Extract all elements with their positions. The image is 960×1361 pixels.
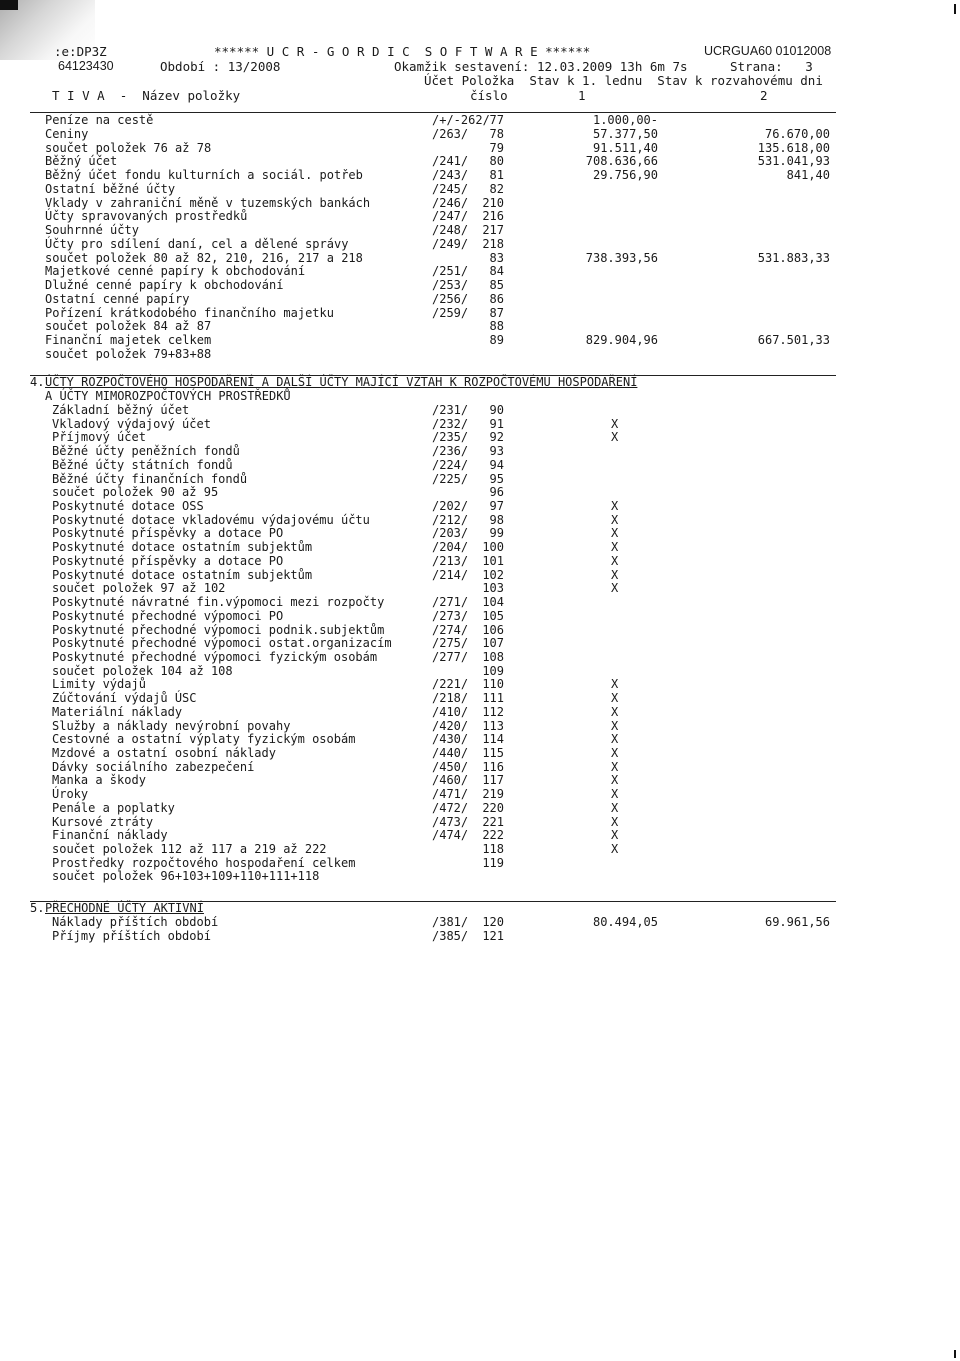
row-account: /277/ xyxy=(432,649,469,664)
header-period: Období : 13/2008 xyxy=(160,59,281,74)
row-description: Běžný účet xyxy=(45,154,118,169)
row-mark: X xyxy=(611,842,619,857)
row-mark: X xyxy=(611,814,619,829)
row-account: /273/ xyxy=(432,608,469,623)
row-account: /274/ xyxy=(432,622,469,637)
row-mark: X xyxy=(611,773,619,788)
row-number: 81 xyxy=(489,168,504,182)
row-description: Služby a náklady nevýrobní povahy xyxy=(52,718,291,733)
row-description: Limity výdajů xyxy=(52,677,146,692)
row-number: 210 xyxy=(482,195,504,210)
row-description: součet položek 90 až 95 xyxy=(52,485,219,500)
row-account: /271/ xyxy=(432,595,469,610)
row-number: 102 xyxy=(482,567,504,582)
row-value-start: 80.494,05 xyxy=(592,915,658,929)
row-number: 90 xyxy=(489,403,504,417)
row-value-end: 841,40 xyxy=(786,168,830,182)
table-row xyxy=(0,238,960,252)
row-number: 88 xyxy=(489,319,504,334)
row-description: Ostatní cenné papíry xyxy=(45,291,190,306)
row-description: Zúčtování výdajů ÚSC xyxy=(52,691,197,706)
row-description: součet položek 76 až 78 xyxy=(45,140,212,155)
row-account: /450/ xyxy=(432,759,469,774)
table-row xyxy=(0,555,960,569)
table-row xyxy=(0,348,960,362)
row-description: Poskytnuté dotace vkladovému výdajovému účtu xyxy=(52,512,370,527)
row-value-end: 76.670,00 xyxy=(764,126,830,141)
row-mark: X xyxy=(611,691,619,706)
row-number: 217 xyxy=(482,223,504,237)
table-row xyxy=(0,279,960,293)
row-description: součet položek 96+103+109+110+111+118 xyxy=(52,869,320,884)
row-mark: X xyxy=(611,704,619,719)
row-number: 218 xyxy=(482,236,504,251)
row-description: Pořízení krátkodobého finančního majetku xyxy=(45,305,334,320)
row-value-end: 135.618,00 xyxy=(757,140,830,155)
row-mark: X xyxy=(611,581,619,596)
row-value-end: 531.041,93 xyxy=(757,154,830,169)
row-account: /256/ xyxy=(432,291,469,306)
row-description: Majetkové cenné papíry k obchodování xyxy=(45,264,306,279)
row-account: /430/ xyxy=(432,732,469,747)
row-mark: X xyxy=(611,553,619,568)
row-description: Souhrnné účty xyxy=(45,223,139,237)
header-ico: 64123430 xyxy=(58,59,114,73)
row-mark: X xyxy=(611,787,619,802)
row-description: Poskytnuté dotace ostatním subjektům xyxy=(52,567,313,582)
row-description: Účty pro sdílení daní, cel a dělené správy xyxy=(45,236,349,251)
scan-corner-mark xyxy=(0,0,18,10)
header-title: T I V A - Název položky xyxy=(52,88,241,103)
row-number: 91 xyxy=(489,416,504,431)
row-number: 111 xyxy=(482,691,504,706)
row-number: 110 xyxy=(482,677,504,692)
row-number: 105 xyxy=(482,608,504,623)
row-number: 120 xyxy=(482,915,504,929)
row-account: /474/ xyxy=(432,828,469,843)
table-row xyxy=(0,930,960,944)
table-row xyxy=(0,183,960,197)
row-number: 219 xyxy=(482,787,504,802)
row-number: 86 xyxy=(489,291,504,306)
row-account: /440/ xyxy=(432,746,469,760)
row-value-start: 708.636,66 xyxy=(585,154,658,169)
row-description: Finanční náklady xyxy=(52,828,168,843)
row-account: /213/ xyxy=(432,553,469,568)
row-account: /259/ xyxy=(432,305,469,320)
row-description: Vklady v zahraniční měně v tuzemských bankách xyxy=(45,195,371,210)
row-account: /+/-262/ xyxy=(432,113,490,127)
row-number: 112 xyxy=(482,704,504,719)
row-description: Běžné účty peněžních fondů xyxy=(52,444,240,459)
row-mark: X xyxy=(611,540,619,555)
row-description: Poskytnuté příspěvky a dotace PO xyxy=(52,553,284,568)
row-number: 95 xyxy=(489,471,504,486)
section5-title: PŘECHODNÉ ÚČTY AKTIVNÍ xyxy=(45,901,204,915)
row-description: Manka a škody xyxy=(52,773,146,788)
row-description: Dávky sociálního zabezpečení xyxy=(52,759,255,774)
row-account: /472/ xyxy=(432,800,469,815)
row-account: /224/ xyxy=(432,457,469,472)
row-number: 108 xyxy=(482,649,504,664)
row-account: /251/ xyxy=(432,264,469,279)
row-account: /203/ xyxy=(432,526,469,541)
header-timestamp: Okamžik sestavení: 12.03.2009 13h 6m 7s xyxy=(394,59,688,74)
row-account: /218/ xyxy=(432,691,469,706)
row-account: /420/ xyxy=(432,718,469,733)
table-row xyxy=(0,610,960,624)
row-mark: X xyxy=(611,800,619,815)
row-account: /241/ xyxy=(432,154,469,169)
table-row xyxy=(0,916,960,930)
table-row xyxy=(0,774,960,788)
row-account: /202/ xyxy=(432,499,469,514)
row-number: 101 xyxy=(482,553,504,568)
row-number: 121 xyxy=(482,929,504,943)
row-mark: X xyxy=(611,759,619,774)
row-description: Prostředky rozpočtového hospodaření celkem xyxy=(52,855,356,870)
row-mark: X xyxy=(611,499,619,514)
row-mark: X xyxy=(611,526,619,541)
row-number: 84 xyxy=(489,264,504,279)
row-account: /253/ xyxy=(432,278,469,292)
row-description: Úroky xyxy=(52,787,89,802)
row-number: 221 xyxy=(482,814,504,829)
row-number: 113 xyxy=(482,718,504,733)
scan-edge-mark xyxy=(954,1350,956,1358)
row-description: Poskytnuté přechodné výpomoci PO xyxy=(52,608,284,623)
table-row xyxy=(0,651,960,665)
row-mark: X xyxy=(611,677,619,692)
row-value-start: 91.511,40 xyxy=(592,140,658,155)
header-col2: 2 xyxy=(760,88,768,103)
row-description: Poskytnuté dotace ostatním subjektům xyxy=(52,540,313,555)
row-number: 92 xyxy=(489,430,504,445)
row-description: Cestovné a ostatní výplaty fyzickým osobám xyxy=(52,732,356,747)
row-account: /231/ xyxy=(432,403,469,417)
row-description: součet položek 79+83+88 xyxy=(45,346,212,361)
row-number: 77 xyxy=(489,113,504,127)
row-description: Náklady příštích období xyxy=(52,915,219,929)
table-row xyxy=(0,500,960,514)
row-account: /473/ xyxy=(432,814,469,829)
row-description: Příjmy příštích období xyxy=(52,929,211,943)
row-account: /249/ xyxy=(432,236,469,251)
table-row xyxy=(0,114,960,128)
row-description: Finanční majetek celkem xyxy=(45,333,212,347)
row-mark: X xyxy=(611,828,619,843)
row-description: Poskytnuté přechodné výpomoci ostat.organizacím xyxy=(52,636,392,651)
row-description: Peníze na cestě xyxy=(45,113,154,127)
row-description: Účty spravovaných prostředků xyxy=(45,209,248,224)
row-mark: X xyxy=(611,567,619,582)
row-description: Poskytnuté přechodné výpomoci podnik.subjektům xyxy=(52,622,385,637)
row-account: /243/ xyxy=(432,168,469,182)
header-col1: 1 xyxy=(578,88,586,103)
row-number: 82 xyxy=(489,181,504,196)
row-value-start: 829.904,96 xyxy=(585,333,658,347)
row-description: součet položek 97 až 102 xyxy=(52,581,226,596)
table-row xyxy=(0,128,960,142)
header-page: Strana: 3 xyxy=(730,59,813,74)
row-description: Kursové ztráty xyxy=(52,814,154,829)
scan-edge-mark xyxy=(954,4,956,14)
row-description: Poskytnuté návratné fin.výpomoci mezi rozpočty xyxy=(52,595,385,610)
row-number: 106 xyxy=(482,622,504,637)
table-row xyxy=(0,210,960,224)
table-row xyxy=(0,334,960,348)
table-row xyxy=(0,706,960,720)
header-cislo: číslo xyxy=(470,88,508,103)
row-account: /212/ xyxy=(432,512,469,527)
row-number: 96 xyxy=(489,485,504,500)
row-value-start: 738.393,56 xyxy=(585,250,658,265)
row-number: 216 xyxy=(482,209,504,224)
row-description: součet položek 80 až 82, 210, 216, 217 a 218 xyxy=(45,250,363,265)
row-description: Vkladový výdajový účet xyxy=(52,416,211,431)
section4-title: ÚČTY ROZPOČTOVÉHO HOSPODAŘENÍ A DALŠÍ ÚČTY MAJÍCÍ VZTAH K ROZPOČTOVÉMU HOSPODAŘENÍ xyxy=(45,375,638,389)
row-number: 104 xyxy=(482,595,504,610)
row-description: součet položek 104 až 108 xyxy=(52,663,233,678)
table-row xyxy=(0,747,960,761)
section4-subtitle: A ÚČTY MIMOROZPOČTOVÝCH PROSTŘEDKŮ xyxy=(45,389,291,403)
row-description: Běžné účty státních fondů xyxy=(52,457,233,472)
row-description: Poskytnuté dotace OSS xyxy=(52,499,204,514)
row-number: 107 xyxy=(482,636,504,651)
row-value-start: 1.000,00- xyxy=(592,113,658,127)
table-row xyxy=(0,692,960,706)
row-number: 98 xyxy=(489,512,504,527)
row-description: Základní běžný účet xyxy=(52,403,190,417)
row-number: 97 xyxy=(489,499,504,514)
row-value-end: 667.501,33 xyxy=(757,333,830,347)
row-number: 93 xyxy=(489,444,504,459)
row-number: 114 xyxy=(482,732,504,747)
row-number: 94 xyxy=(489,457,504,472)
table-row xyxy=(0,404,960,418)
row-description: Poskytnuté přechodné výpomoci fyzickým osobám xyxy=(52,649,378,664)
row-number: 118 xyxy=(482,842,504,857)
row-number: 220 xyxy=(482,800,504,815)
row-account: /275/ xyxy=(432,636,469,651)
row-account: /248/ xyxy=(432,223,469,237)
row-description: Materiální náklady xyxy=(52,704,183,719)
row-description: Ceniny xyxy=(45,126,89,141)
row-number: 117 xyxy=(482,773,504,788)
row-account: /385/ xyxy=(432,929,469,943)
row-number: 109 xyxy=(482,663,504,678)
row-account: /381/ xyxy=(432,915,469,929)
row-account: /460/ xyxy=(432,773,469,788)
row-description: Mzdové a ostatní osobní náklady xyxy=(52,746,276,760)
row-mark: X xyxy=(611,416,619,431)
row-number: 87 xyxy=(489,305,504,320)
row-number: 103 xyxy=(482,581,504,596)
row-account: /236/ xyxy=(432,444,469,459)
row-value-end: 69.961,56 xyxy=(764,915,830,929)
row-account: /232/ xyxy=(432,416,469,431)
table-row xyxy=(0,843,960,857)
table-row xyxy=(0,802,960,816)
row-account: /221/ xyxy=(432,677,469,692)
row-account: /410/ xyxy=(432,704,469,719)
row-account: /214/ xyxy=(432,567,469,582)
row-account: /235/ xyxy=(432,430,469,445)
row-number: 116 xyxy=(482,759,504,774)
row-mark: X xyxy=(611,512,619,527)
row-account: /245/ xyxy=(432,181,469,196)
row-number: 222 xyxy=(482,828,504,843)
row-account: /225/ xyxy=(432,471,469,486)
row-number: 89 xyxy=(489,333,504,347)
row-number: 78 xyxy=(489,126,504,141)
row-description: Běžný účet fondu kulturních a sociál. potřeb xyxy=(45,168,363,182)
row-number: 85 xyxy=(489,278,504,292)
row-account: /263/ xyxy=(432,126,469,141)
row-value-end: 531.883,33 xyxy=(757,250,830,265)
row-number: 99 xyxy=(489,526,504,541)
row-description: Běžné účty finančních fondů xyxy=(52,471,248,486)
row-number: 115 xyxy=(482,746,504,760)
section4-number: 4. xyxy=(30,375,45,389)
row-mark: X xyxy=(611,430,619,445)
row-mark: X xyxy=(611,746,619,760)
row-number: 79 xyxy=(489,140,504,155)
header-columns: Účet Položka Stav k 1. lednu Stav k rozvahovému dni xyxy=(424,73,823,88)
table-row xyxy=(0,459,960,473)
row-description: Ostatní běžné účty xyxy=(45,181,176,196)
row-description: součet položek 112 až 117 a 219 až 222 xyxy=(52,842,327,857)
table-row xyxy=(0,870,960,884)
row-number: 119 xyxy=(482,855,504,870)
table-row xyxy=(0,169,960,183)
row-account: /246/ xyxy=(432,195,469,210)
row-description: Poskytnuté příspěvky a dotace PO xyxy=(52,526,284,541)
table-row xyxy=(0,224,960,238)
row-value-start: 29.756,90 xyxy=(592,168,658,182)
header-software: ****** U C R - G O R D I C S O F T W A R E ****** xyxy=(214,44,591,59)
row-description: Příjmový účet xyxy=(52,430,146,445)
row-number: 83 xyxy=(489,250,504,265)
row-mark: X xyxy=(611,718,619,733)
header-id: :e:DP3Z xyxy=(54,44,107,59)
row-account: /204/ xyxy=(432,540,469,555)
table-row xyxy=(0,596,960,610)
row-number: 80 xyxy=(489,154,504,169)
row-description: Penále a poplatky xyxy=(52,800,175,815)
header-report-code: UCRGUA60 01012008 xyxy=(704,44,832,58)
row-mark: X xyxy=(611,732,619,747)
row-value-start: 57.377,50 xyxy=(592,126,658,141)
row-account: /471/ xyxy=(432,787,469,802)
row-description: součet položek 84 až 87 xyxy=(45,319,212,334)
section5-number: 5. xyxy=(30,901,45,915)
row-number: 100 xyxy=(482,540,504,555)
row-account: /247/ xyxy=(432,209,469,224)
row-description: Dlužné cenné papíry k obchodování xyxy=(45,278,284,292)
table-row xyxy=(0,293,960,307)
